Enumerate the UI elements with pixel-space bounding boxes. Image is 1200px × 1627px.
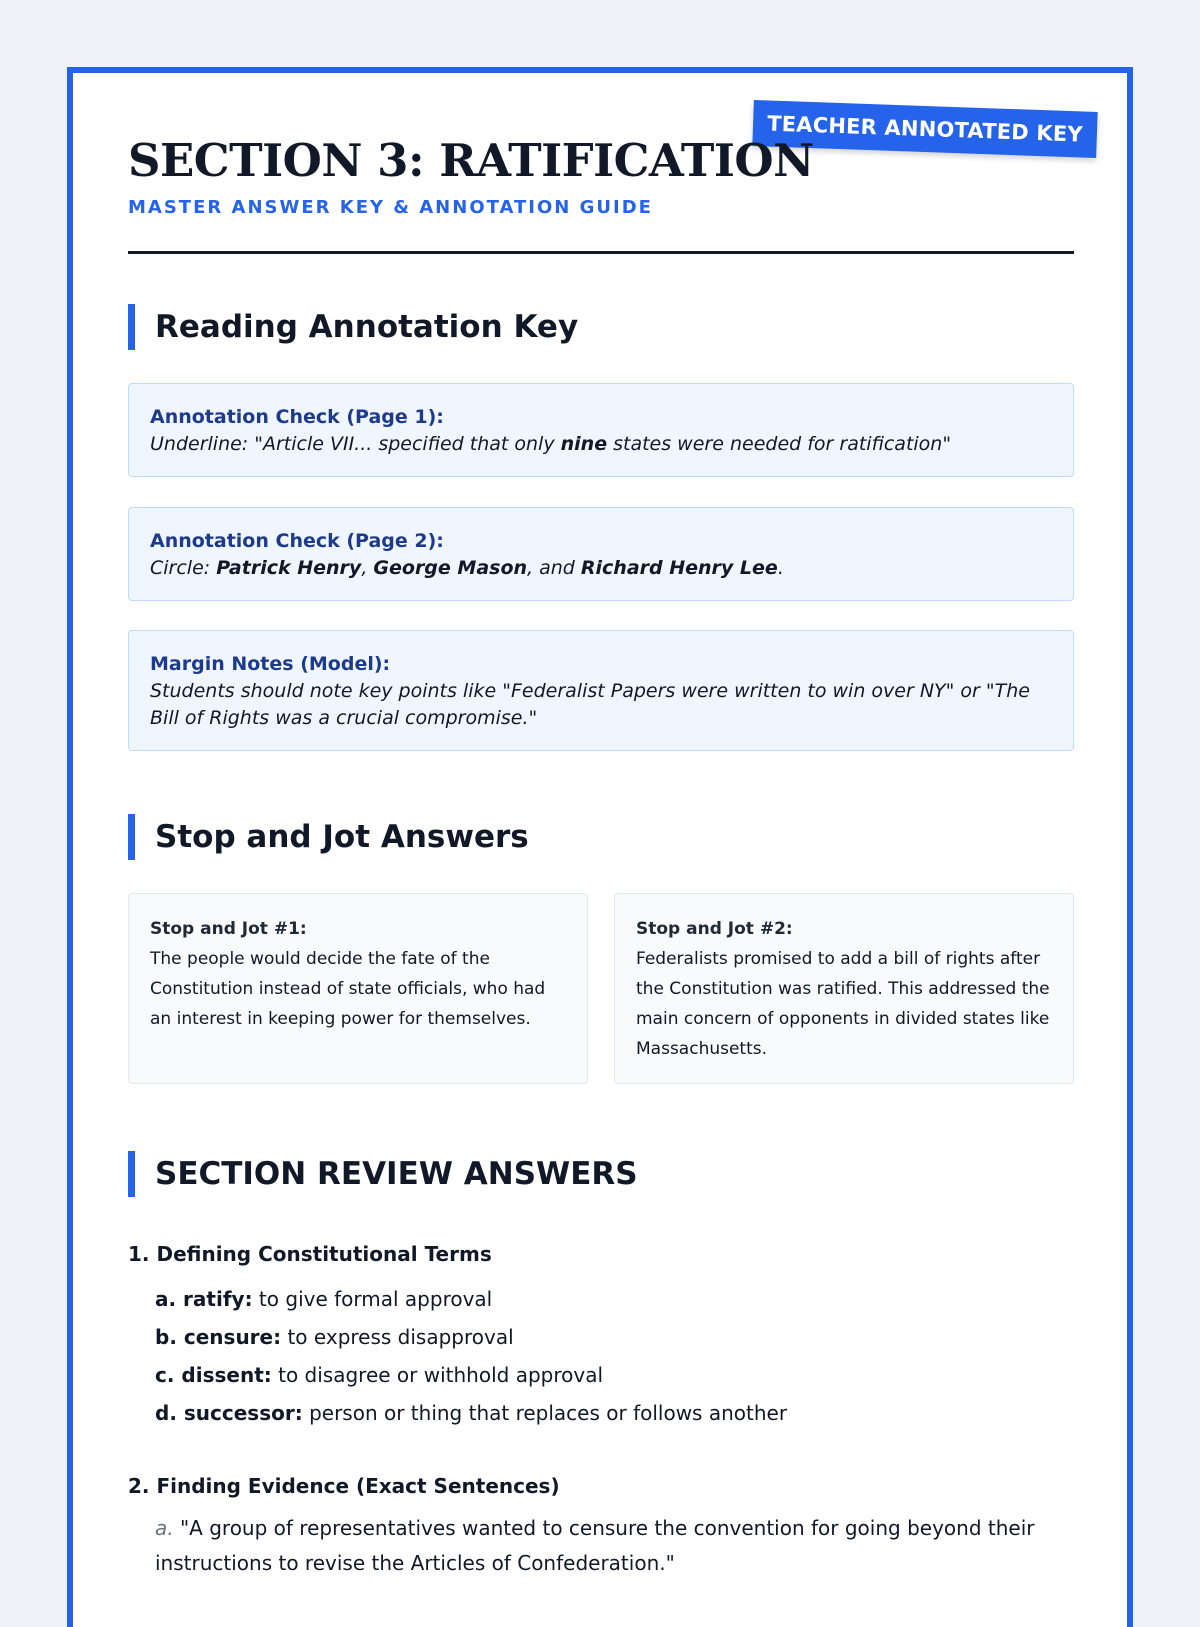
answer-key-page — [67, 67, 1133, 1627]
teacher-key-stamp: TEACHER ANNOTATED KEY — [752, 100, 1097, 158]
annotation-check-page-1 — [128, 383, 1074, 477]
annotation-section-heading: Reading Annotation Key — [128, 304, 1074, 350]
term-definition: person or thing that replaces or follows another — [302, 1401, 788, 1425]
question-1-title: 1. Defining Constitutional Terms — [128, 1242, 492, 1266]
term-definitions-list — [155, 1280, 787, 1432]
annotation-text: Circle: Patrick Henry, George Mason, and Richard Henry Lee. — [150, 557, 784, 579]
page-title: SECTION 3: RATIFICATION — [128, 134, 814, 187]
person-name: Patrick Henry — [216, 557, 362, 579]
annotation-text: Students should note key points like "Federalist Papers were written to win over NY" or "The Bill of Rights was a crucial compromise." — [150, 680, 1030, 729]
question-2-title: 2. Finding Evidence (Exact Sentences) — [128, 1474, 560, 1498]
term-definition: to disagree or withhold approval — [271, 1363, 604, 1387]
stop-and-jot-2 — [614, 893, 1074, 1084]
jot-label: Stop and Jot #1: — [150, 919, 307, 939]
jot-answer: Federalists promised to add a bill of rights after the Constitution was ratified. This addressed the main concern of opponents in divided states like Massachusetts. — [636, 949, 1050, 1059]
evidence-quote: "A group of representatives wanted to censure the convention for going beyond their instructions to revise the Articles of Confederation." — [155, 1516, 1035, 1575]
term-item — [155, 1280, 787, 1318]
answer-marker: a. — [155, 1516, 174, 1540]
term-definition: to give formal approval — [252, 1287, 493, 1311]
annotation-label: Annotation Check (Page 1): — [150, 406, 444, 428]
page-subtitle: MASTER ANSWER KEY & ANNOTATION GUIDE — [128, 197, 653, 218]
term-name: b. censure: — [155, 1325, 282, 1349]
jot-label: Stop and Jot #2: — [636, 919, 793, 939]
term-item — [155, 1318, 787, 1356]
jot-section-heading: Stop and Jot Answers — [128, 814, 1074, 860]
emphasis-word: nine — [560, 433, 608, 455]
review-section-heading: SECTION REVIEW ANSWERS — [128, 1151, 1074, 1197]
term-item — [155, 1394, 787, 1432]
term-name: d. successor: — [155, 1401, 303, 1425]
evidence-answer — [155, 1511, 1074, 1581]
jot-answer: The people would decide the fate of the Constitution instead of state officials, who had an interest in keeping power for themselves. — [150, 949, 546, 1029]
term-item — [155, 1356, 787, 1394]
margin-notes-model — [128, 630, 1074, 751]
annotation-check-page-2 — [128, 507, 1074, 601]
term-name: a. ratify: — [155, 1287, 253, 1311]
annotation-label: Margin Notes (Model): — [150, 653, 391, 675]
annotation-label: Annotation Check (Page 2): — [150, 530, 444, 552]
term-definition: to express disapproval — [281, 1325, 514, 1349]
annotation-text: Underline: "Article VII... specified that only nine states were needed for ratification" — [150, 433, 952, 455]
jot-answer-grid — [128, 893, 1074, 1084]
person-name: Richard Henry Lee — [580, 557, 778, 579]
term-name: c. dissent: — [155, 1363, 272, 1387]
header-divider — [128, 251, 1074, 254]
person-name: George Mason — [373, 557, 528, 579]
stop-and-jot-1 — [128, 893, 588, 1084]
